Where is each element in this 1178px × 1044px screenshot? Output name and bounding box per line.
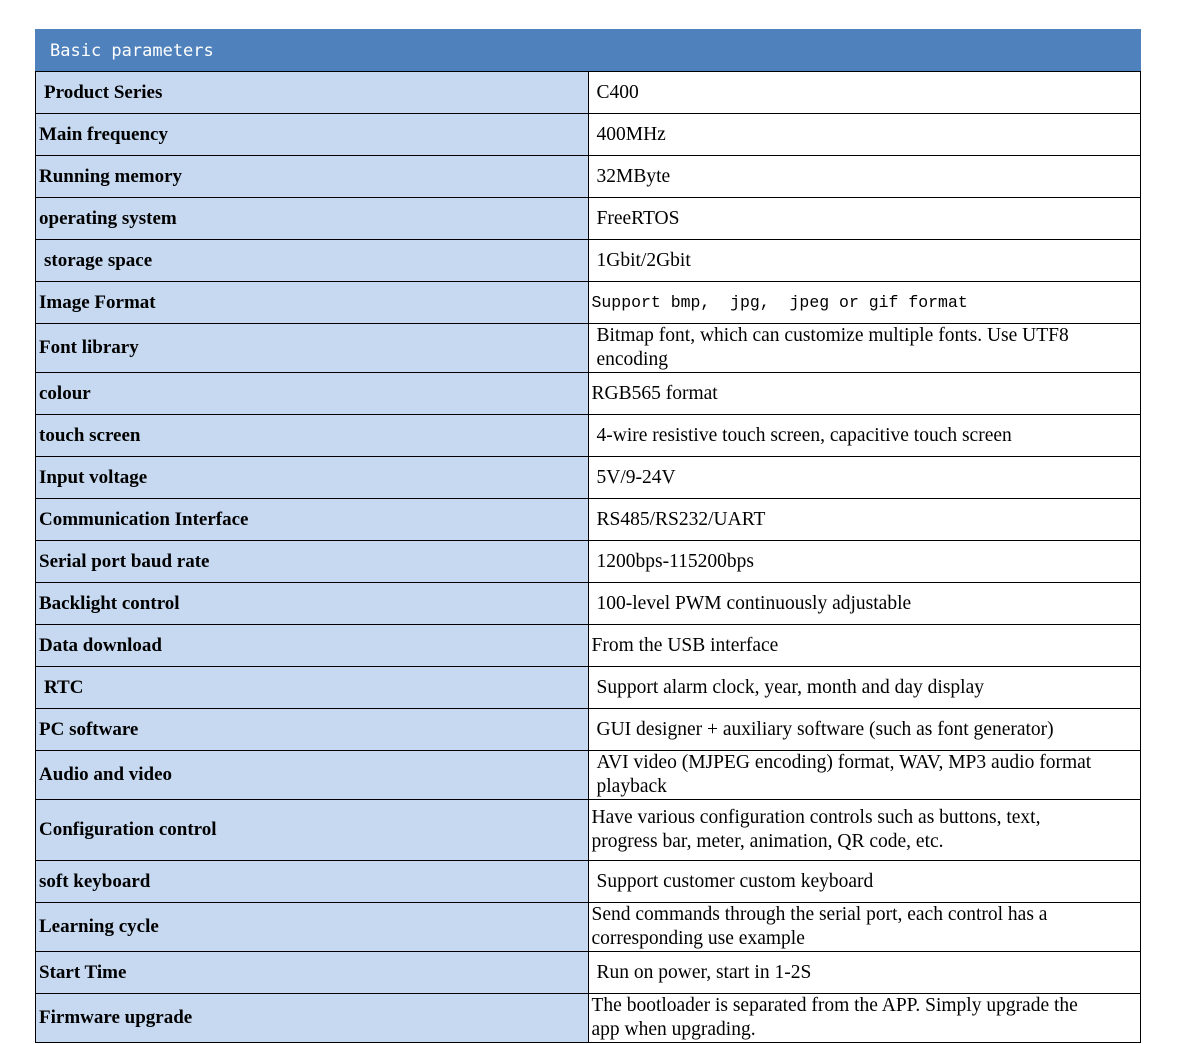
table-row <box>36 751 1141 800</box>
param-value: Support bmp, jpg, jpeg or gif format <box>588 282 1141 324</box>
table-row <box>36 415 1141 457</box>
param-label: soft keyboard <box>36 861 589 903</box>
table-row <box>36 667 1141 709</box>
table-row <box>36 541 1141 583</box>
param-label: Configuration control <box>36 800 589 861</box>
param-label: Serial port baud rate <box>36 541 589 583</box>
table-row <box>36 282 1141 324</box>
param-label: Communication Interface <box>36 499 589 541</box>
param-label: PC software <box>36 709 589 751</box>
param-value: Support customer custom keyboard <box>588 861 1141 903</box>
param-label: Data download <box>36 625 589 667</box>
parameters-table <box>35 29 1141 1043</box>
table-row <box>36 72 1141 114</box>
table-row <box>36 156 1141 198</box>
param-value: Support alarm clock, year, month and day display <box>588 667 1141 709</box>
param-value: RS485/RS232/UART <box>588 499 1141 541</box>
table-row <box>36 709 1141 751</box>
table-row <box>36 457 1141 499</box>
param-label: Product Series <box>36 72 589 114</box>
table-row <box>36 583 1141 625</box>
table-row <box>36 324 1141 373</box>
param-value: 4-wire resistive touch screen, capacitive touch screen <box>588 415 1141 457</box>
table-row <box>36 114 1141 156</box>
table-row <box>36 499 1141 541</box>
param-value: Send commands through the serial port, each control has a corresponding use example <box>588 903 1141 952</box>
table-row <box>36 903 1141 952</box>
table-title: Basic parameters <box>36 30 1141 72</box>
param-label: storage space <box>36 240 589 282</box>
param-value: 1200bps-115200bps <box>588 541 1141 583</box>
table-row <box>36 952 1141 994</box>
param-label: RTC <box>36 667 589 709</box>
param-value: FreeRTOS <box>588 198 1141 240</box>
table-header-row <box>36 30 1141 72</box>
param-value: The bootloader is separated from the APP. Simply upgrade the app when upgrading. <box>588 994 1141 1043</box>
param-value: Have various configuration controls such as buttons, text, progress bar, meter, animation, QR code, etc. <box>588 800 1141 861</box>
param-label: Learning cycle <box>36 903 589 952</box>
param-label: Image Format <box>36 282 589 324</box>
param-value: AVI video (MJPEG encoding) format, WAV, MP3 audio format playback <box>588 751 1141 800</box>
param-value: Bitmap font, which can customize multiple fonts. Use UTF8 encoding <box>588 324 1141 373</box>
table-row <box>36 861 1141 903</box>
param-label: Firmware upgrade <box>36 994 589 1043</box>
param-label: touch screen <box>36 415 589 457</box>
table-row <box>36 240 1141 282</box>
param-value: 400MHz <box>588 114 1141 156</box>
param-label: Start Time <box>36 952 589 994</box>
param-value: Run on power, start in 1-2S <box>588 952 1141 994</box>
table-row <box>36 373 1141 415</box>
param-value: From the USB interface <box>588 625 1141 667</box>
param-label: Font library <box>36 324 589 373</box>
param-label: Input voltage <box>36 457 589 499</box>
param-label: Main frequency <box>36 114 589 156</box>
table-row <box>36 800 1141 861</box>
table-row <box>36 625 1141 667</box>
param-value: 5V/9-24V <box>588 457 1141 499</box>
param-value: 32MByte <box>588 156 1141 198</box>
param-value: 1Gbit/2Gbit <box>588 240 1141 282</box>
param-label: Backlight control <box>36 583 589 625</box>
param-label: Audio and video <box>36 751 589 800</box>
param-label: colour <box>36 373 589 415</box>
param-label: Running memory <box>36 156 589 198</box>
table-row <box>36 198 1141 240</box>
param-label: operating system <box>36 198 589 240</box>
param-value: GUI designer + auxiliary software (such as font generator) <box>588 709 1141 751</box>
table-row <box>36 994 1141 1043</box>
param-value: 100-level PWM continuously adjustable <box>588 583 1141 625</box>
param-value: RGB565 format <box>588 373 1141 415</box>
param-value: C400 <box>588 72 1141 114</box>
